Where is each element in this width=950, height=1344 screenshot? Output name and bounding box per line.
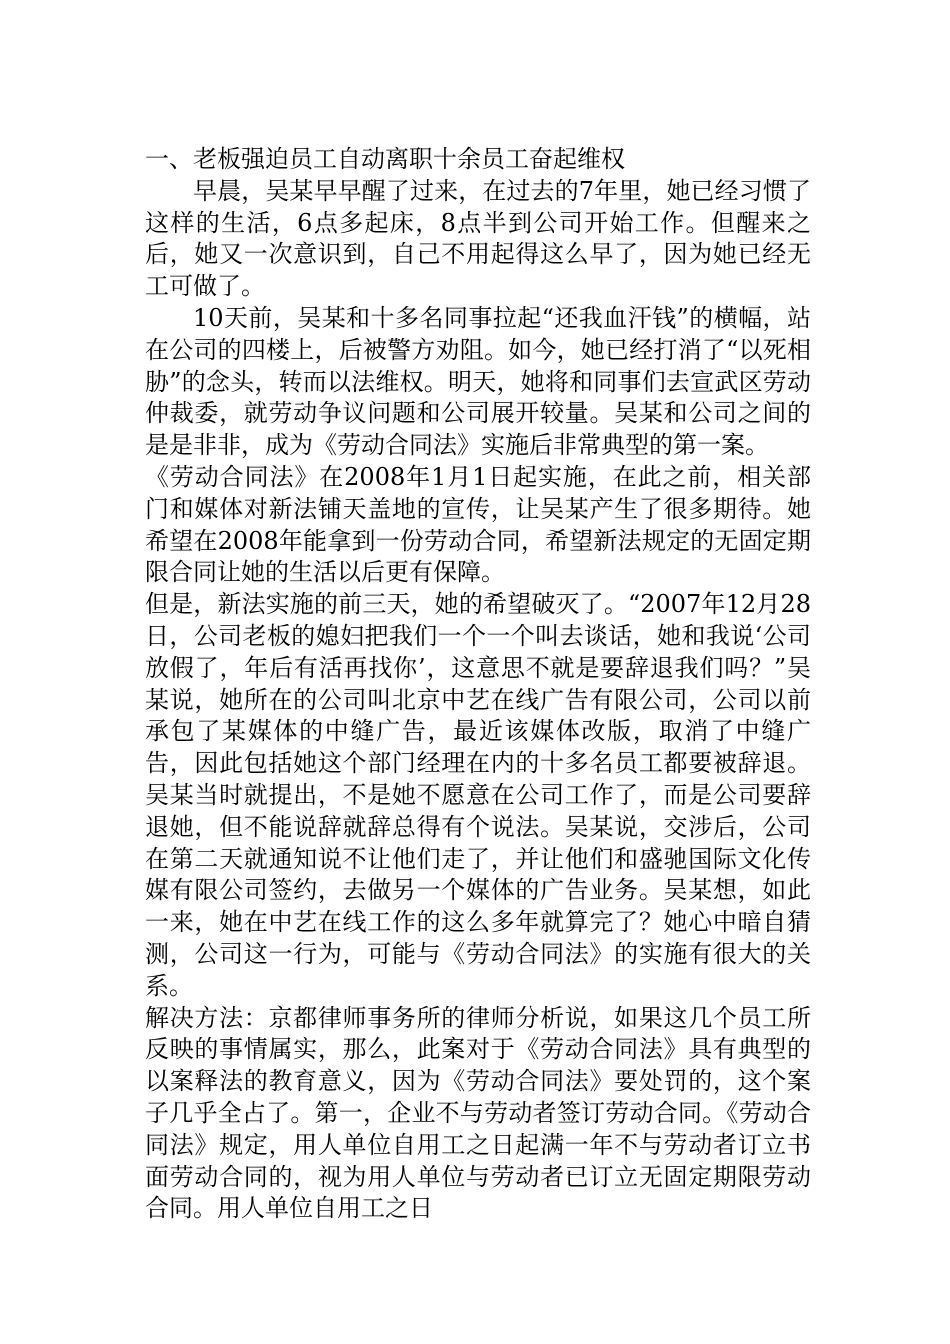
- paragraph-2: 10天前，吴某和十多名同事拉起“还我血汗钱”的横幅，站在公司的四楼上，后被警方劝阻。如今，她已经打消了“以死相胁”的念头，转而以法维权。明天，她将和同事们去宣武区劳动仲裁委，就劳动争议问题和公司展开较量。吴某和公司之间的是是非非，成为《劳动合同法》实施后非常典型的第一案。: [145, 303, 811, 460]
- paragraph-1: 早晨，吴某早早醒了过来，在过去的7年里，她已经习惯了这样的生活，6点多起床，8点半到公司开始工作。但醒来之后，她又一次意识到，自己不用起得这么早了，因为她已经无工可做了。: [145, 176, 811, 301]
- paragraph-4: 但是，新法实施的前三天，她的希望破灭了。“2007年12月28日，公司老板的媳妇把我们一个一个叫去谈话，她和我说‘公司放假了，年后有活再找你’，这意思不就是要辞退我们吗？”吴某说，她所在的公司叫北京中艺在线广告有限公司，公司以前承包了某媒体的中缝广告，最近该媒体改版，取消了中缝广告，因此包括她这个部门经理在内的十多名员工都要被辞退。吴某当时就提出，不是她不愿意在公司工作了，而是公司要辞退她，但不能说辞就辞总得有个说法。吴某说，交涉后，公司在第二天就通知说不让他们走了，并让他们和盛驰国际文化传媒有限公司签约，去做另一个媒体的广告业务。吴某想，如此一来，她在中艺在线工作的这么多年就算完了？她心中暗自猜测，公司这一行为，可能与《劳动合同法》的实施有很大的关系。: [145, 590, 811, 1000]
- paragraph-5: 解决方法：京都律师事务所的律师分析说，如果这几个员工所反映的事情属实，那么，此案对于《劳动合同法》具有典型的以案释法的教育意义，因为《劳动合同法》要处罚的，这个案子几乎全占了。第一，企业不与劳动者签订劳动合同。《劳动合同法》规定，用人单位自用工之日起满一年不与劳动者订立书面劳动合同的，视为用人单位与劳动者已订立无固定期限劳动合同。用人单位自用工之日: [145, 1003, 811, 1223]
- section-heading: 一、老板强迫员工自动离职十余员工奋起维权: [145, 145, 625, 173]
- paragraph-3: 《劳动合同法》在2008年1月1日起实施，在此之前，相关部门和媒体对新法铺天盖地的宣传，让吴某产生了很多期待。她希望在2008年能拿到一份劳动合同，希望新法规定的无固定期限合同让她的生活以后更有保障。: [145, 462, 811, 587]
- document-body: [145, 144, 811, 1225]
